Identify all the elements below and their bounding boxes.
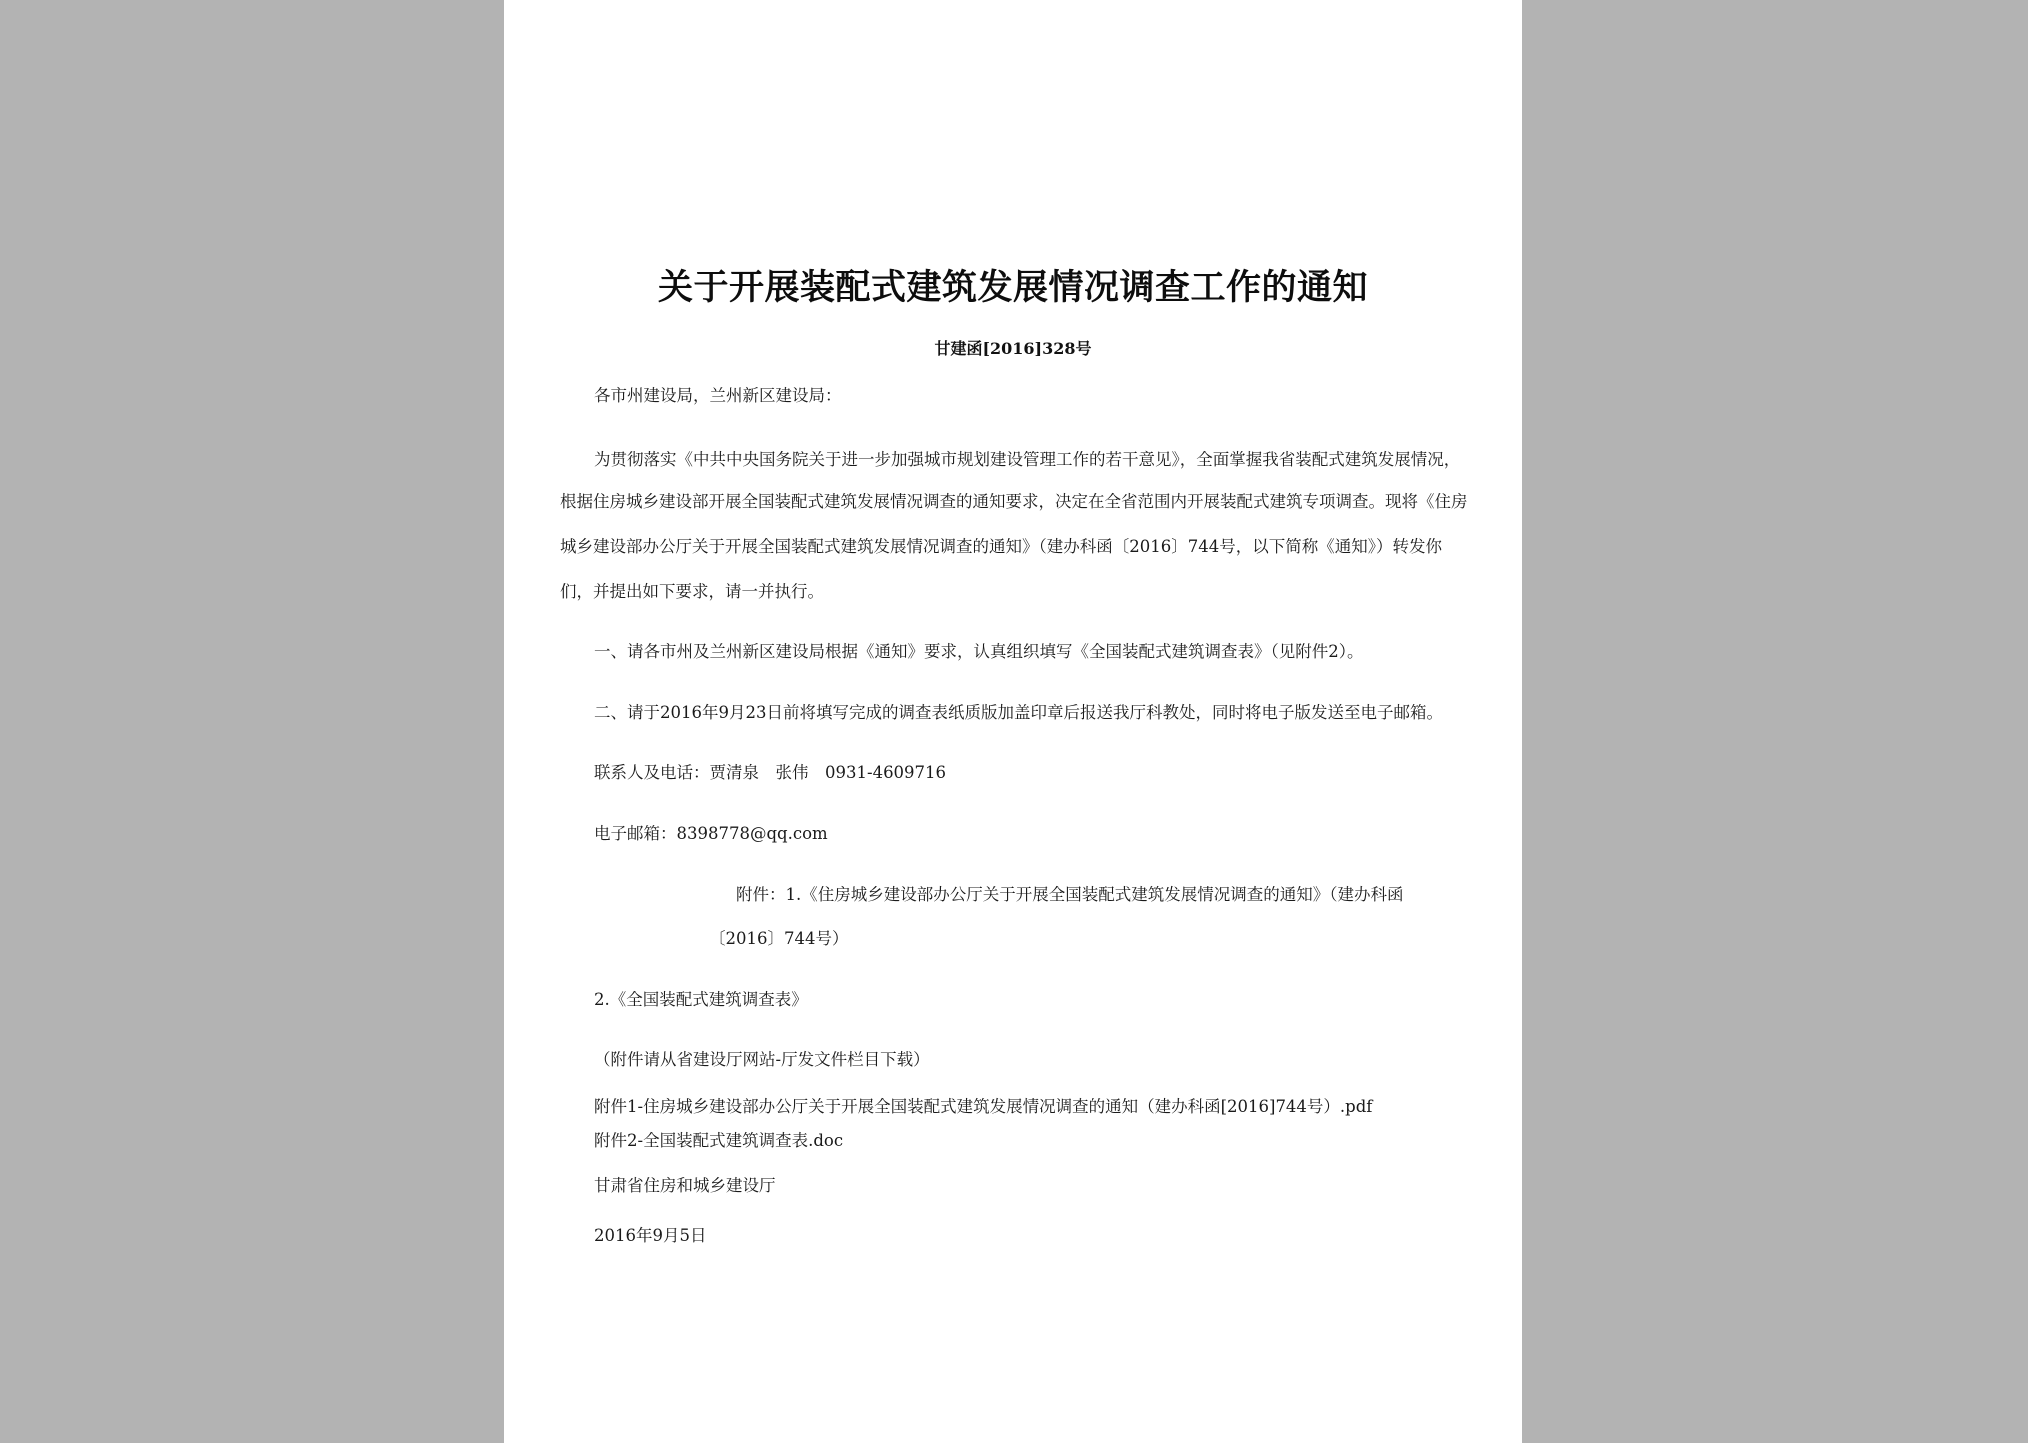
body-line-3: 城乡建设部办公厅关于开展全国装配式建筑发展情况调查的通知》（建办科函〔2016〕744号，以下简称《通知》）转发你	[560, 537, 1442, 556]
document-page	[504, 0, 1522, 1443]
body-line-4: 们，并提出如下要求，请一并执行。	[560, 582, 824, 601]
document-title: 关于开展装配式建筑发展情况调查工作的通知	[657, 267, 1368, 308]
attachment-1-line-1: 附件：1.《住房城乡建设部办公厅关于开展全国装配式建筑发展情况调查的通知》（建办科函	[736, 885, 1404, 904]
body-line-2: 根据住房城乡建设部开展全国装配式建筑发展情况调查的通知要求，决定在全省范围内开展装配式建筑专项调查。现将《住房	[560, 492, 1468, 511]
attachment-2: 2.《全国装配式建筑调查表》	[594, 990, 808, 1009]
download-note: （附件请从省建设厅网站-厅发文件栏目下载）	[594, 1050, 930, 1069]
issue-date: 2016年9月5日	[594, 1226, 707, 1245]
attachment-1-line-2: 〔2016〕744号）	[709, 929, 849, 948]
contact-info: 联系人及电话：贾清泉 张伟 0931-4609716	[594, 763, 947, 782]
requirement-item-2: 二、请于2016年9月23日前将填写完成的调查表纸质版加盖印章后报送我厅科教处，同时将电子版发送至电子邮箱。	[594, 703, 1443, 722]
issuer: 甘肃省住房和城乡建设厅	[594, 1176, 776, 1195]
attachment-file-2[interactable]: 附件2-全国装配式建筑调查表.doc	[594, 1131, 844, 1150]
requirement-item-1: 一、请各市州及兰州新区建设局根据《通知》要求，认真组织填写《全国装配式建筑调查表》（见附件2）。	[594, 642, 1364, 661]
attachment-file-1[interactable]: 附件1-住房城乡建设部办公厅关于开展全国装配式建筑发展情况调查的通知（建办科函[2016]744号）.pdf	[594, 1097, 1373, 1116]
email-info: 电子邮箱：8398778@qq.com	[594, 824, 828, 843]
body-line-1: 为贯彻落实《中共中央国务院关于进一步加强城市规划建设管理工作的若干意见》，全面掌握我省装配式建筑发展情况，	[594, 450, 1461, 469]
salutation: 各市州建设局，兰州新区建设局：	[594, 386, 842, 405]
document-number: 甘建函[2016]328号	[934, 339, 1092, 358]
